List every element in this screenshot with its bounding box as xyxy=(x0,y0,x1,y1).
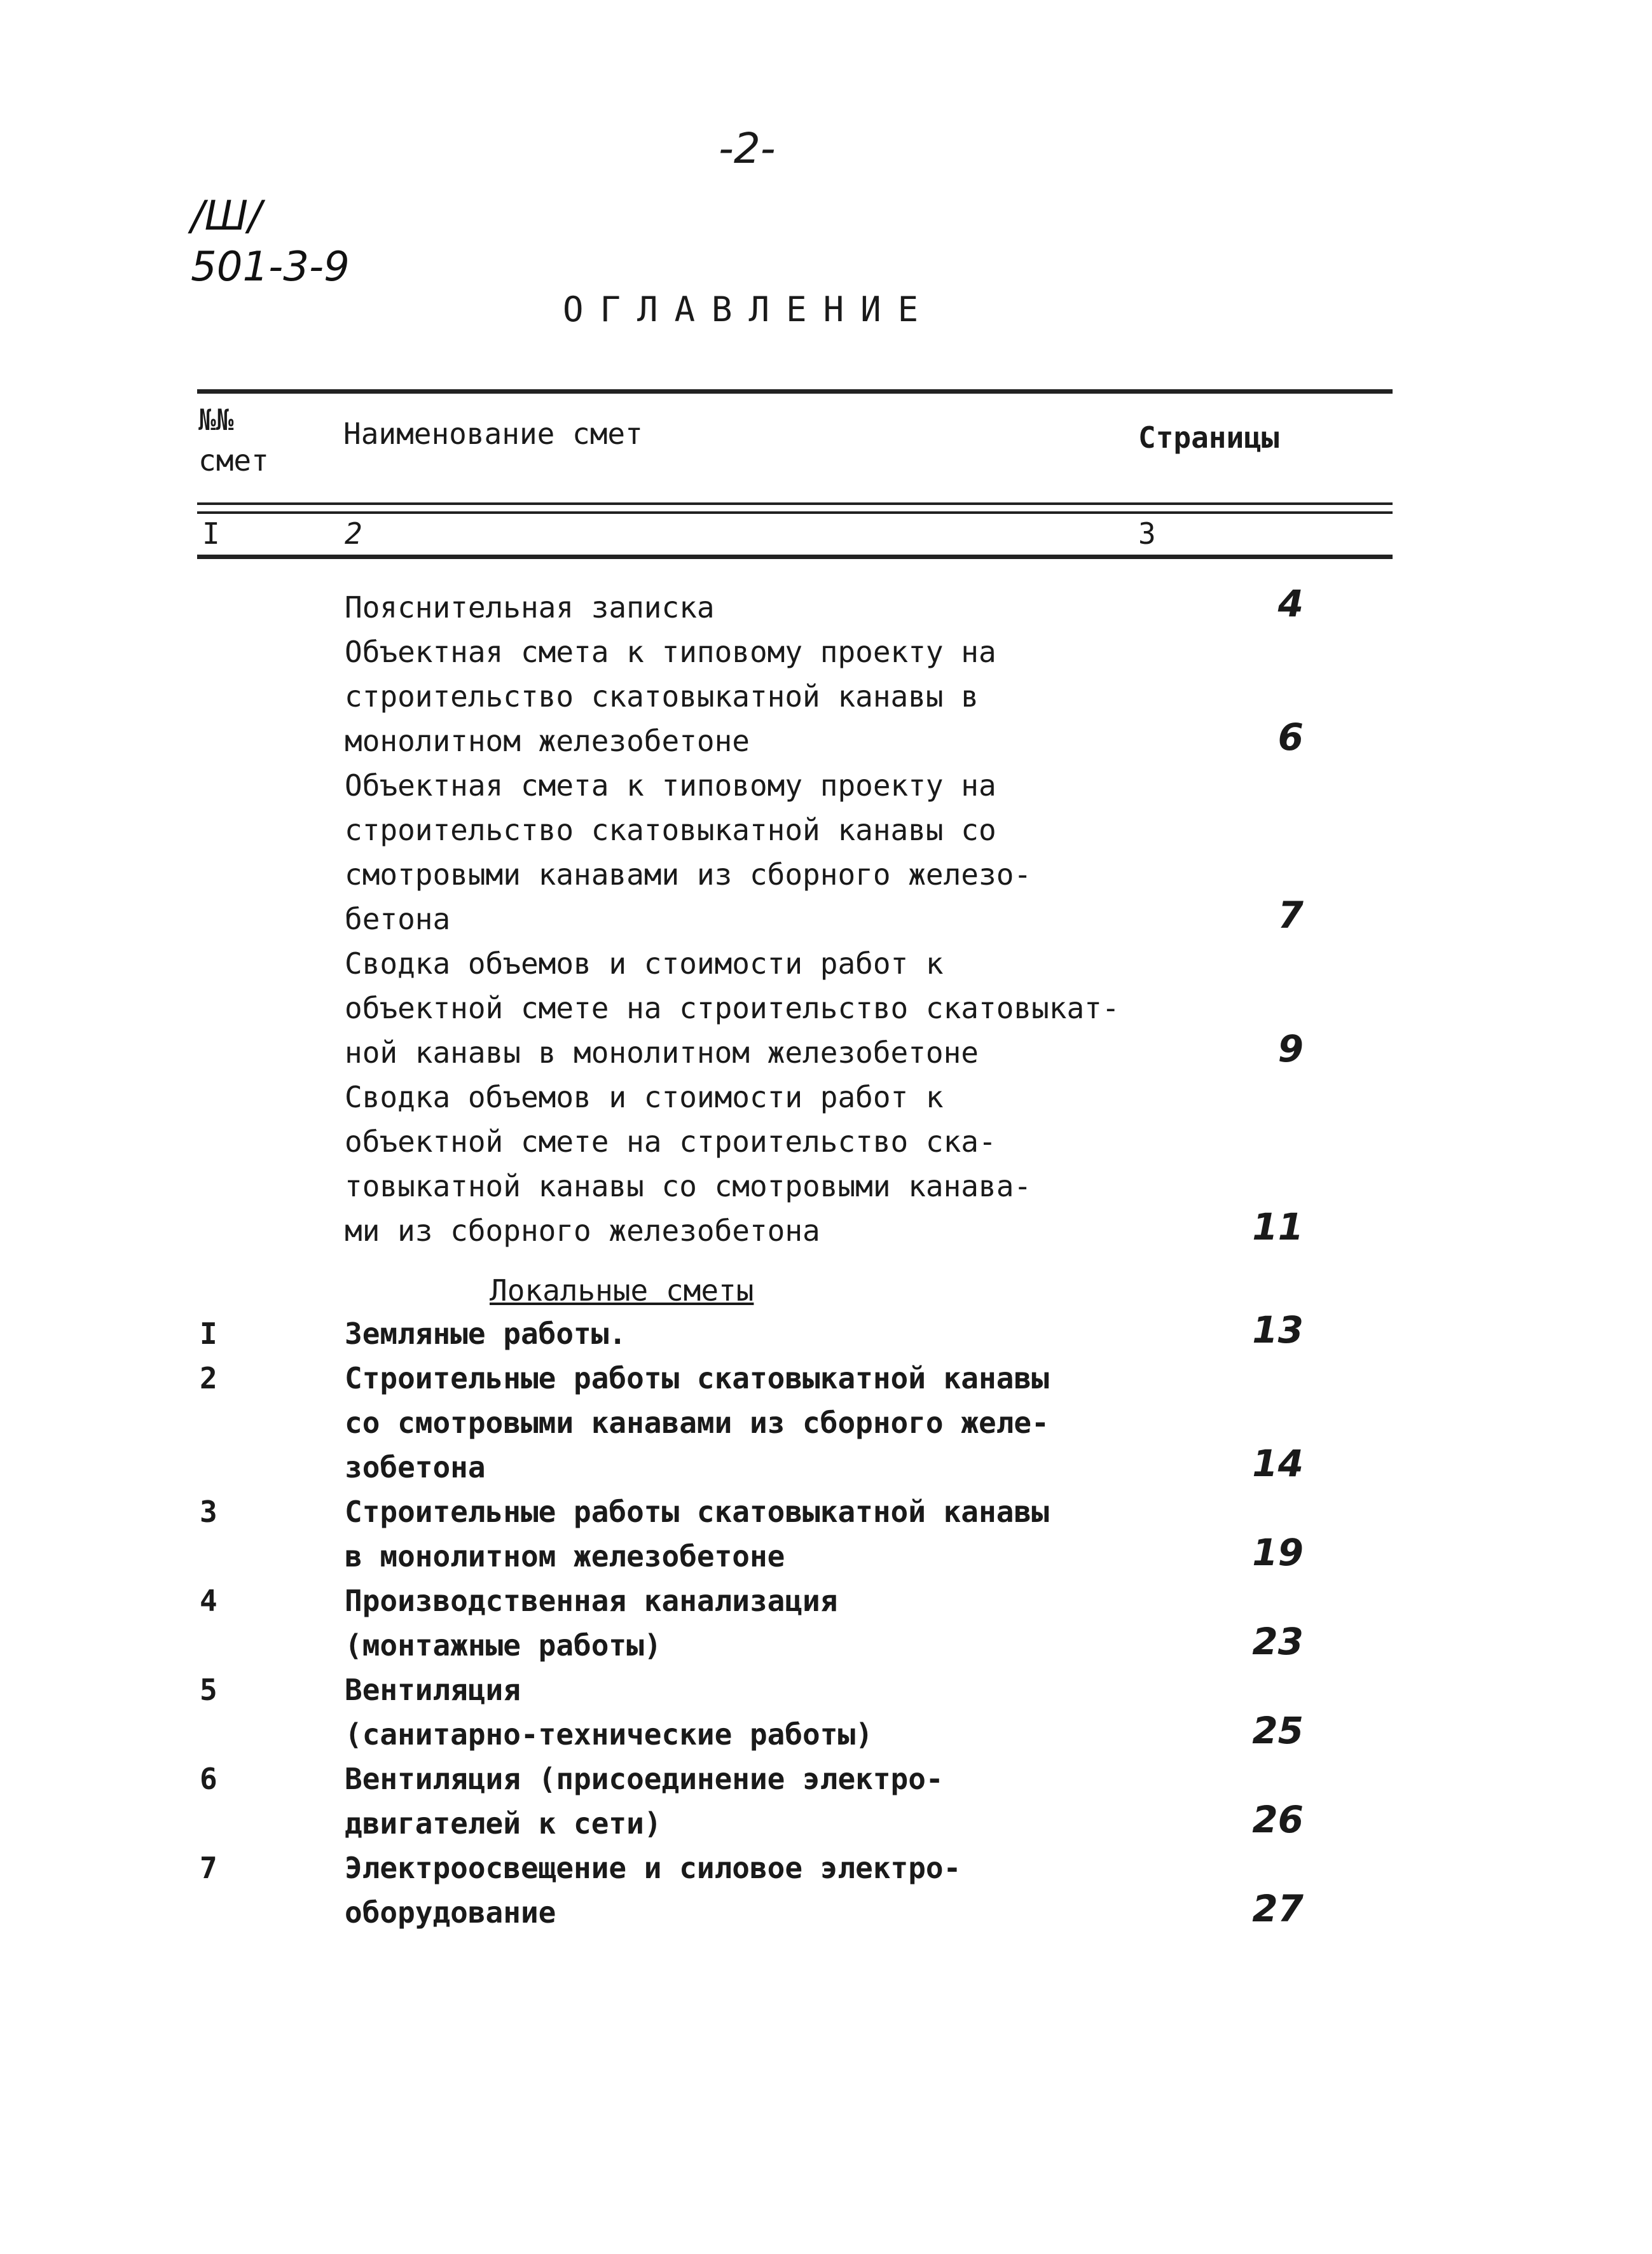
entry-title: Электроосвещение и силовое электро- оборудование xyxy=(345,1851,961,1930)
local-section-heading: Локальные сметы xyxy=(490,1273,754,1308)
toc-entry xyxy=(197,1846,1393,1935)
entry-page: 4 xyxy=(1277,582,1304,625)
header-col-name: Наименование смет xyxy=(343,417,643,451)
document-code-line2: 501-3-9 xyxy=(191,244,350,291)
entry-title: Объектная смета к типовому проекту на строительство скатовыкатной канавы со смотровыми канавами из сборного железо- бетона xyxy=(345,768,1032,936)
entry-title: Производственная канализация (монтажные работы) xyxy=(345,1584,838,1663)
toc-entry xyxy=(197,1490,1393,1579)
entry-title: Строительные работы скатовыкатной канавы в монолитном железобетоне xyxy=(345,1495,1049,1573)
entry-number: I xyxy=(200,1317,217,1351)
column-number-2: 2 xyxy=(345,516,362,551)
entry-page: 27 xyxy=(1252,1887,1304,1930)
header-col-pages: Страницы xyxy=(1138,420,1279,455)
entry-title: Пояснительная записка xyxy=(345,590,715,625)
entry-number: 2 xyxy=(200,1361,217,1395)
toc-entry xyxy=(197,1308,1393,1356)
document-code xyxy=(191,191,350,293)
entry-page: 9 xyxy=(1277,1027,1304,1070)
entry-number: 5 xyxy=(200,1673,217,1707)
page-title: ОГЛАВЛЕНИЕ xyxy=(563,289,935,329)
entry-page: 23 xyxy=(1252,1620,1304,1663)
entry-page: 13 xyxy=(1252,1308,1304,1352)
column-number-3: 3 xyxy=(1138,516,1156,551)
toc-entry xyxy=(197,1356,1393,1490)
toc-entry xyxy=(197,941,1393,1075)
column-number-1: I xyxy=(202,516,220,551)
entry-page: 11 xyxy=(1252,1205,1304,1248)
entry-title: Земляные работы. xyxy=(345,1317,627,1351)
entry-page: 26 xyxy=(1252,1798,1304,1841)
entry-number: 6 xyxy=(200,1762,217,1796)
entry-page: 25 xyxy=(1252,1709,1304,1752)
toc-entry xyxy=(197,582,1393,630)
entry-title: Сводка объемов и стоимости работ к объектной смете на строительство ска- товыкатной канавы со смотровыми канава- ми из сборного железобетона xyxy=(345,1080,1032,1248)
entry-page: 7 xyxy=(1277,894,1304,937)
entry-title: Объектная смета к типовому проекту на строительство скатовыкатной канавы в монолитном железобетоне xyxy=(345,635,996,758)
document-code-line1: /Ш/ xyxy=(191,193,262,240)
toc-entry xyxy=(197,763,1393,941)
entry-title: Строительные работы скатовыкатной канавы со смотровыми канавами из сборного желе- зобетона xyxy=(345,1361,1049,1484)
entry-page: 14 xyxy=(1252,1442,1304,1485)
toc-entry xyxy=(197,1075,1393,1253)
entry-number: 7 xyxy=(200,1851,217,1885)
header-bottom-rule xyxy=(197,555,1393,559)
entry-title: Вентиляция (санитарно-технические работы) xyxy=(345,1673,873,1752)
entry-title: Сводка объемов и стоимости работ к объектной смете на строительство скатовыкат- ной канавы в монолитном железобетоне xyxy=(345,946,1120,1070)
entry-title: Вентиляция (присоединение электро- двигателей к сети) xyxy=(345,1762,944,1841)
entry-page: 6 xyxy=(1277,716,1304,759)
header-mid-rule-2 xyxy=(197,511,1393,514)
toc-entry xyxy=(197,1668,1393,1757)
entry-number: 3 xyxy=(200,1495,217,1529)
header-top-rule xyxy=(197,389,1393,394)
page-number: -2- xyxy=(719,124,776,173)
toc-entry xyxy=(197,1579,1393,1668)
toc-entry xyxy=(197,1757,1393,1846)
header-mid-rule-1 xyxy=(197,502,1393,505)
toc-entry xyxy=(197,630,1393,763)
entry-page: 19 xyxy=(1252,1531,1304,1574)
entry-number: 4 xyxy=(200,1584,217,1618)
header-col-number: №№ смет xyxy=(198,403,269,478)
toc-rows xyxy=(197,582,1393,1935)
local-estimates-list xyxy=(197,1308,1393,1935)
